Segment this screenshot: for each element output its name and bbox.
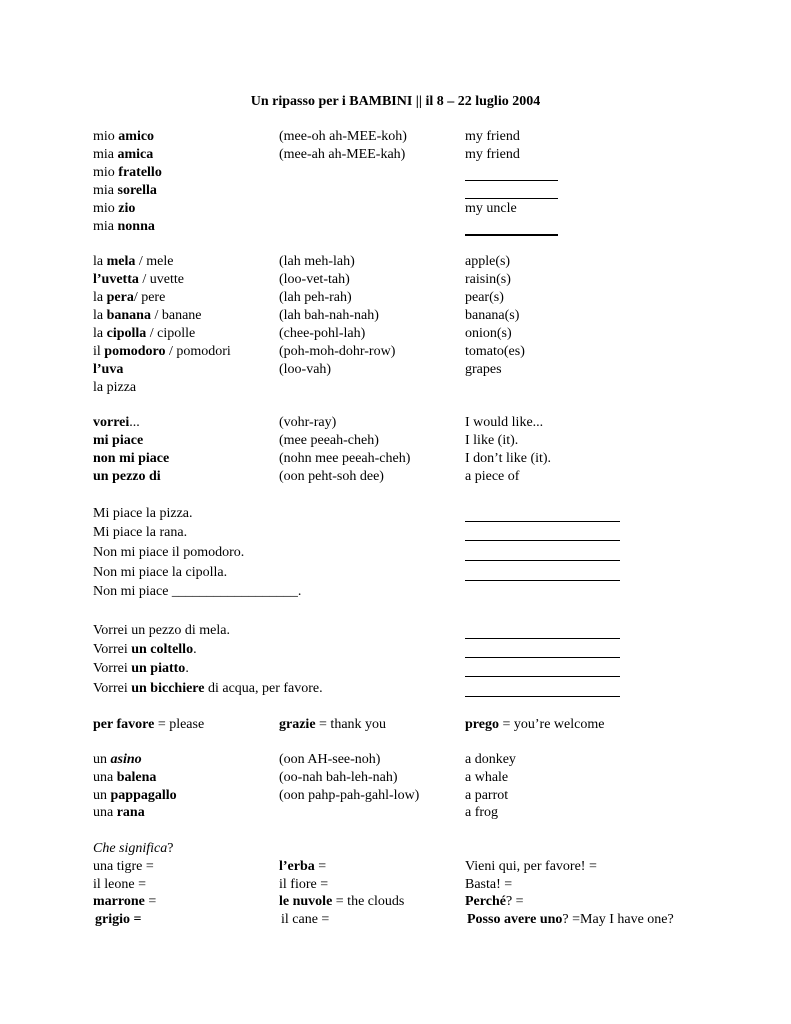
sentence: Non mi piace la cipolla. — [93, 565, 228, 580]
answer-blank — [465, 234, 558, 236]
italian-word: la pizza — [93, 380, 137, 395]
meaning: = thank you — [315, 717, 387, 732]
answer-blank — [465, 676, 620, 677]
article: la — [93, 254, 107, 269]
quiz-item: = — [144, 894, 157, 909]
translation: apple(s) — [465, 254, 511, 269]
article: una — [93, 770, 117, 785]
sentence-row — [0, 622, 791, 640]
pronunciation: (chee-pohl-lah) — [279, 326, 366, 341]
article: mia — [93, 219, 118, 234]
article: mio — [93, 129, 119, 144]
pronunciation: (oon AH-see-noh) — [279, 752, 381, 767]
pronunciation: (oon peht-soh dee) — [279, 469, 384, 484]
answer-blank — [465, 521, 620, 522]
sentence: Vorrei — [93, 681, 132, 696]
article: la — [93, 308, 107, 323]
sentence: Non mi piace — [93, 584, 172, 599]
vocab-row — [0, 307, 791, 325]
translation: I would like... — [465, 415, 544, 430]
sentence-row — [0, 564, 791, 582]
pronunciation: (oon pahp-pah-gahl-low) — [279, 788, 420, 803]
sentence: Non mi piace il pomodoro. — [93, 545, 245, 560]
italian-word: grazie — [279, 717, 316, 732]
plural: / mele — [135, 254, 174, 269]
article: un — [93, 752, 111, 767]
article: mio — [93, 165, 119, 180]
quiz-item: ? = — [505, 894, 524, 909]
italian-word: amico — [118, 129, 155, 144]
article: una — [93, 805, 117, 820]
italian-word: fratello — [118, 165, 162, 180]
article: il — [93, 344, 105, 359]
quiz-item: una tigre = — [93, 859, 154, 874]
vocab-row — [0, 769, 791, 787]
italian-word: amica — [117, 147, 154, 162]
article: mio — [93, 201, 119, 216]
answer-blank — [465, 638, 620, 639]
translation: I like (it). — [465, 433, 519, 448]
translation: grapes — [465, 362, 502, 377]
italian-word: balena — [116, 770, 157, 785]
phrase-row — [0, 414, 791, 432]
italian-phrase: un pezzo di — [93, 469, 161, 484]
sentence-row — [0, 641, 791, 659]
sentence-row — [0, 524, 791, 542]
sentence-row — [0, 544, 791, 562]
translation: banana(s) — [465, 308, 520, 323]
answer-blank — [465, 657, 620, 658]
quiz-item: Vieni qui, per favore! = — [465, 859, 597, 874]
answer-blank — [465, 180, 558, 181]
quiz-item: il fiore = — [279, 877, 329, 892]
fill-blank: __________________ — [171, 584, 298, 599]
italian-word: sorella — [117, 183, 157, 198]
italian-word: pappagallo — [110, 788, 177, 803]
sentence-end: . — [185, 661, 189, 676]
vocab-row — [0, 164, 791, 182]
quiz-row — [0, 911, 791, 929]
answer-blank — [465, 696, 620, 697]
italian-word: banana — [106, 308, 151, 323]
page-title: Un ripasso per i BAMBINI || il 8 – 22 luglio 2004 — [250, 94, 541, 109]
article: mia — [93, 183, 118, 198]
quiz-item: ? =May I have one? — [562, 912, 674, 927]
italian-word: prego — [465, 717, 499, 732]
sentence-row — [0, 680, 791, 698]
pronunciation: (poh-moh-dohr-row) — [279, 344, 396, 359]
italian-word: l’uva — [93, 362, 124, 377]
vocab-row — [0, 787, 791, 805]
vocab-row — [0, 379, 791, 397]
italian-word: cipolla — [106, 326, 147, 341]
translation: onion(s) — [465, 326, 512, 341]
meaning: = please — [154, 717, 205, 732]
pronunciation: (lah bah-nah-nah) — [279, 308, 379, 323]
translation: my friend — [465, 129, 520, 144]
pronunciation: (mee peeah-cheh) — [279, 433, 379, 448]
bold-word: un piatto — [131, 661, 186, 676]
italian-word: asino — [110, 752, 142, 767]
sentence-end: di acqua, per favore. — [204, 681, 323, 696]
quiz-item-bold: Posso avere uno — [467, 912, 563, 927]
translation: a donkey — [465, 752, 516, 767]
section-heading: Che significa — [93, 841, 168, 856]
translation: my friend — [465, 147, 520, 162]
translation: my uncle — [465, 201, 517, 216]
pronunciation: (oo-nah bah-leh-nah) — [279, 770, 398, 785]
translation: I don’t like (it). — [465, 451, 552, 466]
sentence: Vorrei — [93, 661, 132, 676]
italian-phrase: non mi piace — [93, 451, 170, 466]
vocab-row — [0, 271, 791, 289]
sentence: Mi piace la pizza. — [93, 506, 193, 521]
sentence-row — [0, 660, 791, 678]
meaning: = you’re welcome — [498, 717, 605, 732]
vocab-row — [0, 804, 791, 822]
translation: a whale — [465, 770, 509, 785]
phrase-row — [0, 468, 791, 486]
quiz-item-bold: l’erba — [279, 859, 315, 874]
quiz-row — [0, 858, 791, 876]
vocab-row — [0, 146, 791, 164]
article: la — [93, 326, 107, 341]
translation: a frog — [465, 805, 499, 820]
italian-word: l’uvetta — [93, 272, 139, 287]
italian-word: per favore — [93, 717, 155, 732]
bold-word: un bicchiere — [131, 681, 205, 696]
vocab-row — [0, 128, 791, 146]
translation: tomato(es) — [465, 344, 525, 359]
italian-word: nonna — [117, 219, 155, 234]
article: la — [93, 290, 107, 305]
bold-word: un coltello — [131, 642, 194, 657]
answer-blank — [465, 560, 620, 561]
article: mia — [93, 147, 118, 162]
translation: a parrot — [465, 788, 509, 803]
pronunciation: (loo-vah) — [279, 362, 332, 377]
vocab-row — [0, 751, 791, 769]
pronunciation: (loo-vet-tah) — [279, 272, 350, 287]
vocab-row — [0, 361, 791, 379]
quiz-item: il leone = — [93, 877, 146, 892]
quiz-row — [0, 893, 791, 911]
quiz-item: = — [314, 859, 327, 874]
plural: / banane — [150, 308, 202, 323]
quiz-item-bold: le nuvole — [279, 894, 333, 909]
vocab-row — [0, 253, 791, 271]
plural: / pomodori — [165, 344, 231, 359]
answer-blank — [465, 198, 558, 199]
ellipsis: ... — [129, 415, 140, 430]
vocab-row — [0, 218, 791, 236]
courtesy-row — [0, 716, 791, 734]
quiz-item-bold: marrone — [93, 894, 145, 909]
translation: pear(s) — [465, 290, 504, 305]
sentence: Vorrei un pezzo di mela. — [93, 623, 230, 638]
italian-word: rana — [116, 805, 145, 820]
quiz-item: Basta! = — [465, 877, 513, 892]
italian-word: pera — [106, 290, 134, 305]
pronunciation: (lah meh-lah) — [279, 254, 355, 269]
italian-word: mela — [106, 254, 136, 269]
translation: raisin(s) — [465, 272, 511, 287]
sentence-row — [0, 583, 791, 601]
vocab-row — [0, 343, 791, 361]
phrase-row — [0, 432, 791, 450]
vocab-row — [0, 200, 791, 218]
pronunciation: (vohr-ray) — [279, 415, 337, 430]
italian-phrase: mi piace — [93, 433, 144, 448]
phrase-row — [0, 450, 791, 468]
quiz-item-bold: Perché — [465, 894, 506, 909]
quiz-item: il cane = — [281, 912, 330, 927]
vocab-row — [0, 182, 791, 200]
quiz-item: = the clouds — [332, 894, 405, 909]
plural: / uvette — [138, 272, 184, 287]
pronunciation: (nohn mee peeah-cheh) — [279, 451, 411, 466]
pronunciation: (mee-ah ah-MEE-kah) — [279, 147, 406, 162]
quiz-row — [0, 876, 791, 894]
vocab-row — [0, 289, 791, 307]
pronunciation: (lah peh-rah) — [279, 290, 352, 305]
plural: / pere — [133, 290, 166, 305]
italian-phrase: vorrei — [93, 415, 130, 430]
sentence: Mi piace la rana. — [93, 525, 188, 540]
period: . — [297, 584, 302, 599]
sentence: Vorrei — [93, 642, 132, 657]
answer-blank — [465, 580, 620, 581]
italian-word: zio — [118, 201, 136, 216]
vocab-row — [0, 325, 791, 343]
section-heading-row: Che significa? — [93, 841, 174, 856]
article: un — [93, 788, 111, 803]
answer-blank — [465, 540, 620, 541]
pronunciation: (mee-oh ah-MEE-koh) — [279, 129, 407, 144]
italian-word: pomodoro — [104, 344, 166, 359]
translation: a piece of — [465, 469, 520, 484]
quiz-item-bold: grigio = — [95, 912, 142, 927]
plural: / cipolle — [146, 326, 196, 341]
sentence-row — [0, 505, 791, 523]
sentence-end: . — [193, 642, 197, 657]
